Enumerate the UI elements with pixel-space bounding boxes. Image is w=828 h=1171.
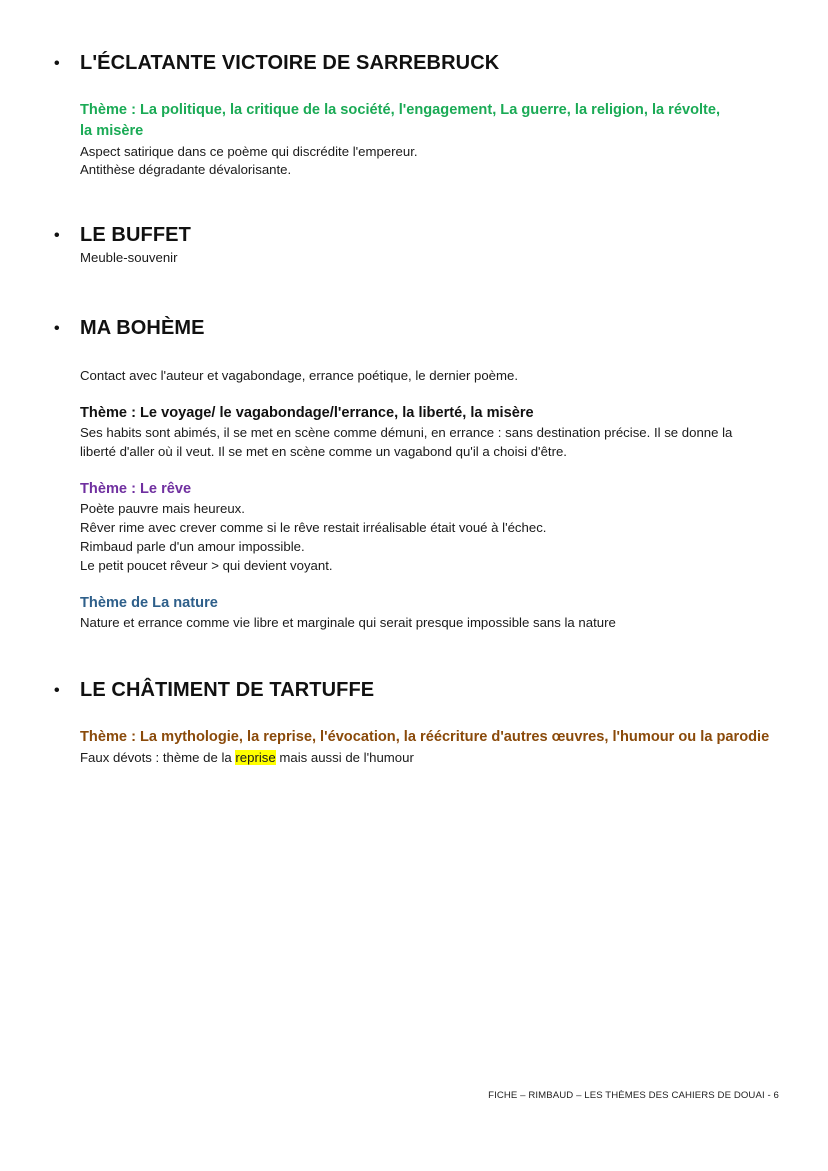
- bullet: •: [54, 682, 60, 699]
- text-fragment: mais aussi de l'humour: [275, 750, 414, 765]
- text-line: Ses habits sont abimés, il se met en scène comme démuni, en errance : sans destination précise. Il se donne la: [80, 425, 733, 440]
- theme-reve: Thème : Le rêve: [80, 481, 192, 497]
- bullet: •: [54, 320, 60, 337]
- text-line: Poète pauvre mais heureux.: [80, 501, 245, 516]
- text-line: Le petit poucet rêveur > qui devient voyant.: [80, 558, 333, 573]
- text-line: Aspect satirique dans ce poème qui discrédite l'empereur.: [80, 144, 418, 159]
- text-line: Antithèse dégradante dévalorisante.: [80, 162, 292, 177]
- theme-nature: Thème de La nature: [80, 595, 218, 611]
- theme-politique: Thème : La politique, la critique de la société, l'engagement, La guerre, la religion, la révolte,: [80, 102, 721, 118]
- section-title-tartuffe: LE CHÂTIMENT DE TARTUFFE: [80, 679, 375, 701]
- theme-politique-cont: la misère: [80, 123, 144, 139]
- theme-mythologie: Thème : La mythologie, la reprise, l'évocation, la réécriture d'autres œuvres, l'humour ou la parodie: [80, 729, 770, 745]
- theme-voyage: Thème : Le voyage/ le vagabondage/l'errance, la liberté, la misère: [80, 405, 534, 421]
- section-title-boheme: MA BOHÈME: [80, 317, 205, 339]
- highlighted-word: reprise: [235, 750, 276, 765]
- text-line: Rêver rime avec crever comme si le rêve restait irréalisable était voué à l'échec.: [80, 520, 547, 535]
- text-line: Contact avec l'auteur et vagabondage, errance poétique, le dernier poème.: [80, 368, 518, 383]
- text-fragment: Faux dévots : thème de la: [80, 750, 236, 765]
- section-title-sarrebruck: L'ÉCLATANTE VICTOIRE DE SARREBRUCK: [80, 52, 500, 74]
- text-line: Meuble-souvenir: [80, 250, 178, 265]
- bullet: •: [54, 55, 60, 72]
- bullet: •: [54, 227, 60, 244]
- text-line: Rimbaud parle d'un amour impossible.: [80, 539, 305, 554]
- text-line: liberté d'aller où il veut. Il se met en scène comme un vagabond qu'il a choisi d'être.: [80, 444, 567, 459]
- page-footer: FICHE – RIMBAUD – LES THÈMES DES CAHIERS DE DOUAI - 6: [488, 1090, 779, 1101]
- text-line: [80, 750, 414, 765]
- section-title-buffet: LE BUFFET: [80, 224, 191, 246]
- text-line: Nature et errance comme vie libre et marginale qui serait presque impossible sans la nature: [80, 615, 616, 630]
